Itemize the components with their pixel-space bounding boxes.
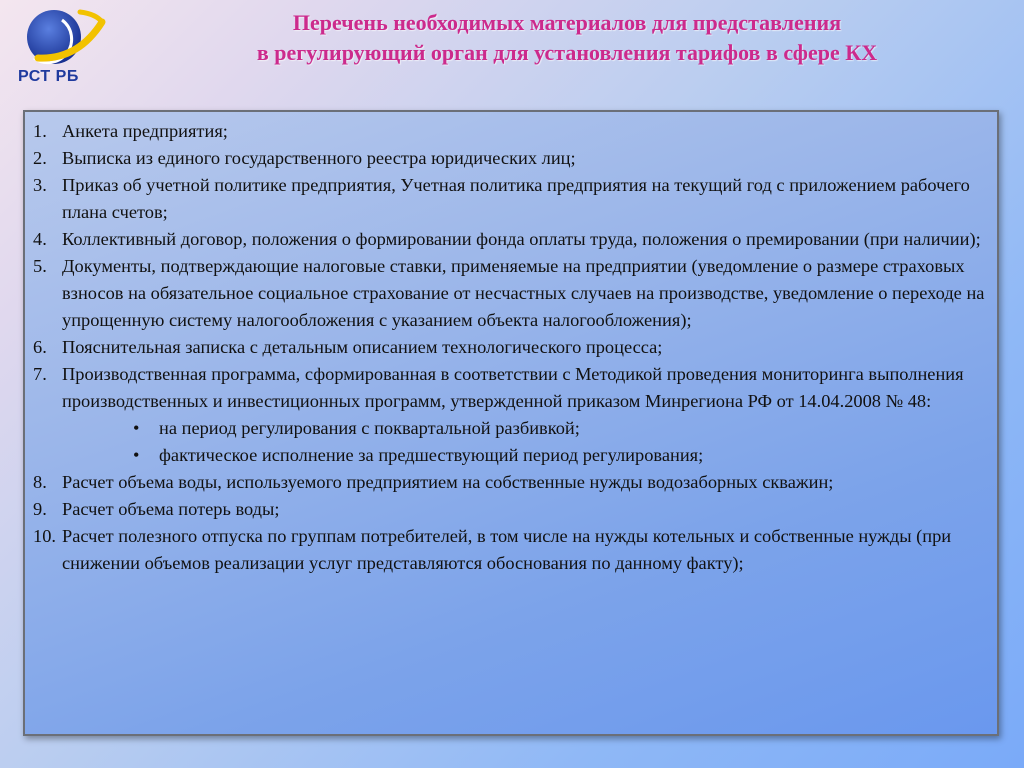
rst-rb-logo (12, 8, 112, 88)
list-item-10 (33, 523, 987, 577)
sub-item-text: на период регулирования с поквартальной разбивкой; (159, 418, 580, 438)
sub-list-item-2 (133, 442, 987, 469)
list-item-8 (33, 469, 987, 496)
item-number: 6. (33, 337, 47, 357)
item-text: Расчет объема воды, используемого предприятием на собственные нужды водозаборных скважин; (62, 472, 834, 492)
list-item-4 (33, 226, 987, 253)
item-text: Документы, подтверждающие налоговые ставки, применяемые на предприятии (уведомление о размере страховых взносов на обязательное социальное страхование от несчастных случаев на производстве, уведомление о переходе на упрощенную систему налогообложения с указанием объекта налогообложения); (62, 256, 985, 330)
title-line-1: Перечень необходимых материалов для представления (292, 10, 842, 35)
title-line-2: в регулирующий орган для установления тарифов в сфере КХ (256, 40, 878, 65)
bullet-icon: • (133, 418, 140, 438)
sub-list-item-1 (133, 415, 987, 442)
item-number: 7. (33, 364, 47, 384)
bullet-icon: • (133, 445, 140, 465)
materials-list (33, 118, 987, 577)
item-text: Пояснительная записка с детальным описанием технологического процесса; (62, 337, 663, 357)
item-text: Приказ об учетной политике предприятия, Учетная политика предприятия на текущий год с приложением рабочего плана счетов; (62, 175, 970, 222)
list-item-1 (33, 118, 987, 145)
item-number: 2. (33, 148, 47, 168)
item-text: Выписка из единого государственного реестра юридических лиц; (62, 148, 576, 168)
item-text: Анкета предприятия; (62, 121, 228, 141)
item-text: Расчет объема потерь воды; (62, 499, 280, 519)
item-text: Расчет полезного отпуска по группам потребителей, в том числе на нужды котельных и собственные нужды (при снижении объемов реализации услуг представляются обоснования по данному факту); (62, 526, 952, 573)
logo-text: РСТ РБ (18, 68, 79, 85)
list-item-3 (33, 172, 987, 226)
item-number: 5. (33, 256, 47, 276)
content-panel (23, 110, 999, 736)
item-number: 9. (33, 499, 47, 519)
item-number: 4. (33, 229, 47, 249)
sub-list (33, 415, 987, 469)
page-title (130, 8, 1004, 68)
list-item-7 (33, 361, 987, 415)
sub-item-text: фактическое исполнение за предшествующий период регулирования; (159, 445, 704, 465)
item-text: Коллективный договор, положения о формировании фонда оплаты труда, положения о премировании (при наличии); (62, 229, 981, 249)
list-item-6 (33, 334, 987, 361)
list-item-5 (33, 253, 987, 334)
item-text: Производственная программа, сформированная в соответствии с Методикой проведения мониторинга выполнения производственных и инвестиционных программ, утвержденной приказом Минрегиона РФ от 14.04.2008 № 48: (62, 364, 964, 411)
globe-ring-icon (18, 8, 110, 68)
item-number: 10. (33, 526, 56, 546)
list-item-9 (33, 496, 987, 523)
item-number: 1. (33, 121, 47, 141)
item-number: 3. (33, 175, 47, 195)
list-item-2 (33, 145, 987, 172)
item-number: 8. (33, 472, 47, 492)
